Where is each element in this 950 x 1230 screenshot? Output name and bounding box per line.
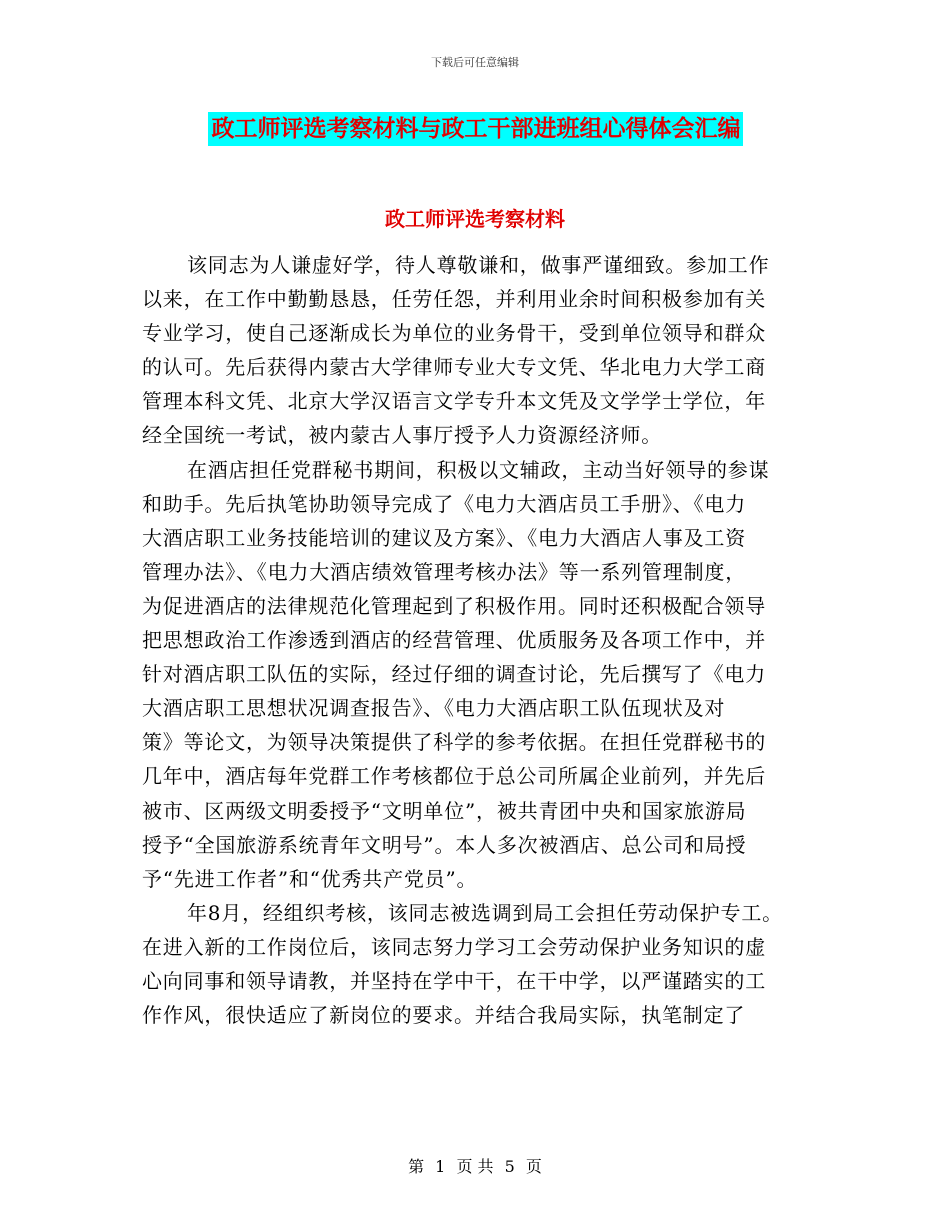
current-page-number: 1 <box>435 1157 446 1176</box>
text-line: 以来，在工作中勤勤恳恳，任劳任怨，并利用业余时间积极参加有关 <box>142 287 766 312</box>
footer-suffix: 页 <box>525 1157 542 1176</box>
text-line: 予“先进工作者”和“优秀共产党员”。 <box>142 866 478 891</box>
text-line: 作作风，很快适应了新岗位的要求。并结合我局实际，执笔制定了 <box>142 1003 746 1028</box>
text-line: 心向同事和领导请教，并坚持在学中干，在干中学，以严谨踏实的工 <box>142 968 766 993</box>
page-footer <box>0 1154 950 1177</box>
main-title-container <box>0 112 950 146</box>
text-line: 管理办法》、《电力大酒店绩效管理考核办法》等一系列管理制度， <box>142 559 746 584</box>
text-line: 针对酒店职工队伍的实际，经过仔细的调查讨论，先后撰写了《电力 <box>142 662 766 687</box>
text-line: 大酒店职工思想状况调查报告》、《电力大酒店职工队伍现状及对 <box>142 696 726 721</box>
text-line: 经全国统一考试，被内蒙古人事厅授予人力资源经济师。 <box>142 423 662 448</box>
text-line: 管理本科文凭、北京大学汉语言文学专升本文凭及文学学士学位，年 <box>142 389 766 414</box>
text-line: 专业学习，使自己逐渐成长为单位的业务骨干，受到单位领导和群众 <box>142 321 766 346</box>
text-line: 在进入新的工作岗位后，该同志努力学习工会劳动保护业务知识的虚 <box>142 934 766 959</box>
document-main-title: 政工师评选考察材料与政工干部进班组心得体会汇编 <box>208 112 743 146</box>
text-line: 把思想政治工作渗透到酒店的经营管理、优质服务及各项工作中，并 <box>142 628 766 653</box>
footer-prefix: 第 <box>408 1157 425 1176</box>
text-line: 授予“全国旅游系统青年文明号”。本人多次被酒店、总公司和局授 <box>142 832 747 857</box>
body-text <box>142 248 810 1032</box>
text-line: 几年中，酒店每年党群工作考核都位于总公司所属企业前列，并先后 <box>142 764 766 789</box>
text-line: 和助手。先后执笔协助领导完成了《电力大酒店员工手册》、《电力 <box>142 491 746 516</box>
text-line: 为促进酒店的法律规范化管理起到了积极作用。同时还积极配合领导 <box>142 593 766 618</box>
total-page-count: 5 <box>504 1157 515 1176</box>
text-line: 大酒店职工业务技能培训的建议及方案》、《电力大酒店人事及工资 <box>142 525 746 550</box>
text-line: 年8月，经组织考核，该同志被选调到局工会担任劳动保护专工。 <box>187 900 783 925</box>
text-line: 被市、区两级文明委授予“文明单位”，被共青团中央和国家旅游局 <box>142 798 747 823</box>
text-line: 在酒店担任党群秘书期间，积极以文辅政，主动当好领导的参谋 <box>187 457 770 482</box>
text-line: 该同志为人谦虚好学，待人尊敬谦和，做事严谨细致。参加工作 <box>187 253 770 277</box>
section-title: 政工师评选考察材料 <box>385 207 565 231</box>
text-line: 策》等论文，为领导决策提供了科学的参考依据。在担任党群秘书的 <box>142 730 766 755</box>
page-header-note: 下载后可任意编辑 <box>431 56 519 69</box>
text-line: 的认可。先后获得内蒙古大学律师专业大专文凭、华北电力大学工商 <box>142 355 766 380</box>
footer-middle: 页 共 <box>456 1157 494 1176</box>
